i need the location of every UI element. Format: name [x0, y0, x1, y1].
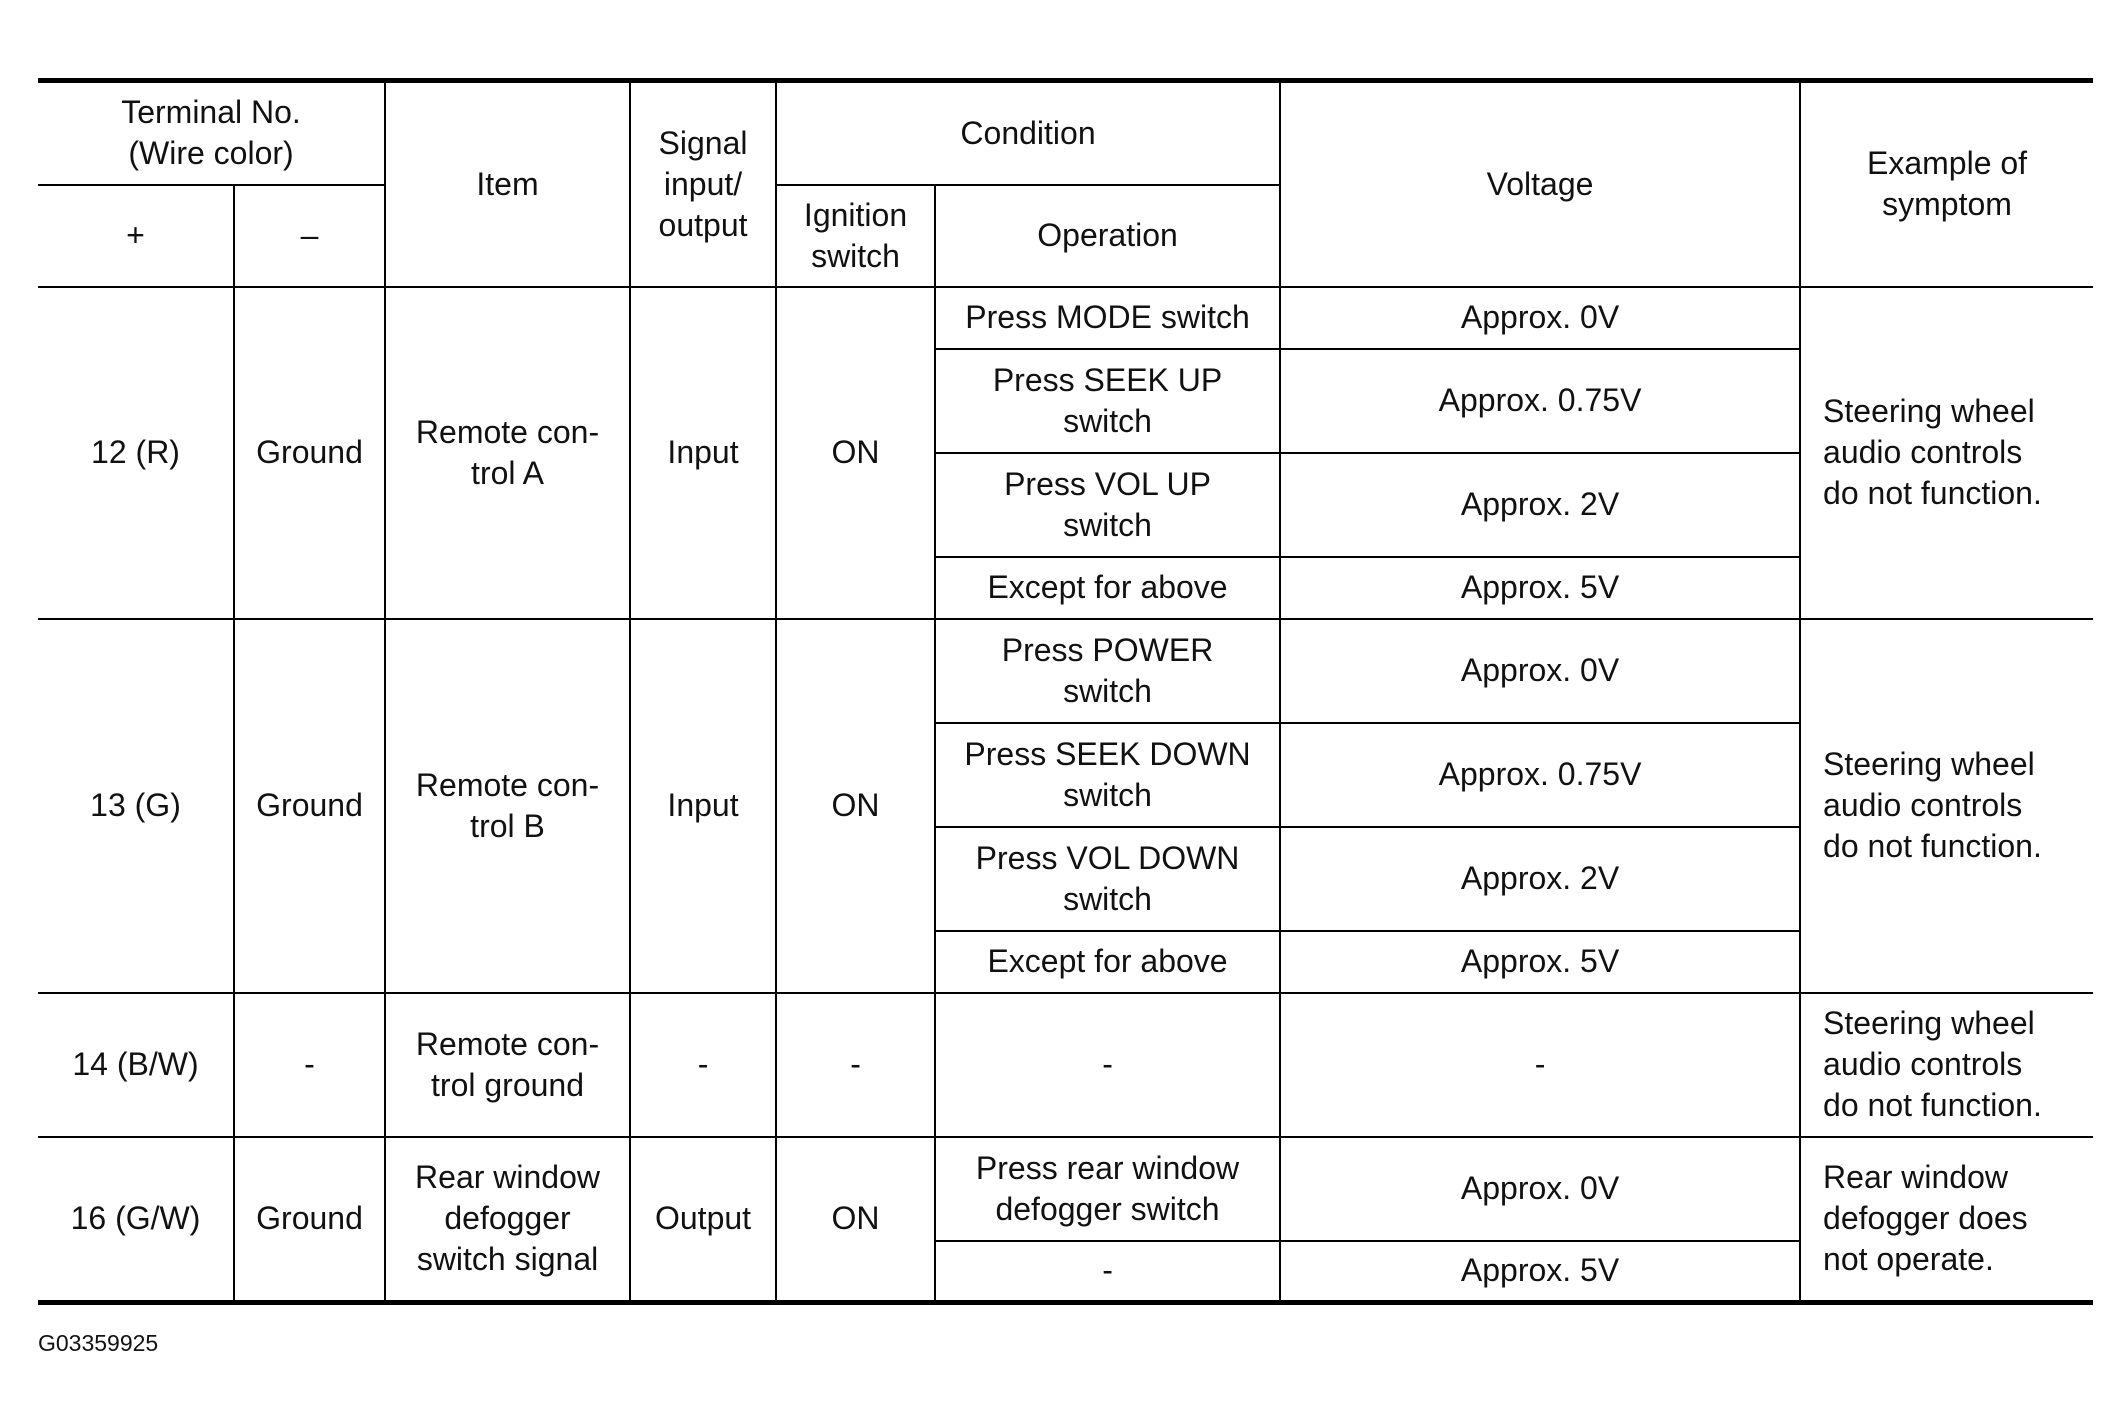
symptom-cell: Steering wheel audio controls do not function. [1800, 619, 2093, 993]
condition-header: Condition [776, 81, 1280, 185]
ground-cell: Ground [234, 287, 385, 619]
symptom-cell: Steering wheel audio controls do not function. [1800, 287, 2093, 619]
item-cell: Remote con- trol ground [385, 993, 630, 1137]
terminal-signal-table [38, 78, 2093, 1305]
operation-cell: - [935, 993, 1280, 1137]
symptom-cell: Rear window defogger does not operate. [1800, 1137, 2093, 1303]
voltage-cell: Approx. 5V [1280, 557, 1800, 619]
signal-header: Signal input/ output [630, 81, 776, 287]
ground-cell: Ground [234, 1137, 385, 1303]
plus-header: + [38, 185, 234, 287]
table-row [38, 619, 2093, 723]
operation-cell: Press MODE switch [935, 287, 1280, 349]
voltage-cell: Approx. 0V [1280, 1137, 1800, 1241]
voltage-cell: Approx. 0.75V [1280, 723, 1800, 827]
figure-id: G03359925 [38, 1330, 159, 1356]
voltage-cell: Approx. 0V [1280, 287, 1800, 349]
table-row [38, 993, 2093, 1137]
signal-cell: Input [630, 619, 776, 993]
terminal-cell: 14 (B/W) [38, 993, 234, 1137]
operation-cell: Press VOL UP switch [935, 453, 1280, 557]
voltage-cell: Approx. 2V [1280, 827, 1800, 931]
ignition-cell: ON [776, 287, 935, 619]
item-cell: Rear window defogger switch signal [385, 1137, 630, 1303]
item-header: Item [385, 81, 630, 287]
signal-cell: - [630, 993, 776, 1137]
signal-cell: Input [630, 287, 776, 619]
minus-header: – [234, 185, 385, 287]
ignition-switch-header: Ignition switch [776, 185, 935, 287]
table-row [38, 287, 2093, 349]
terminal-cell: 12 (R) [38, 287, 234, 619]
operation-cell: Press VOL DOWN switch [935, 827, 1280, 931]
symptom-header: Example of symptom [1800, 81, 2093, 287]
voltage-cell: Approx. 2V [1280, 453, 1800, 557]
operation-cell: - [935, 1241, 1280, 1303]
operation-cell: Press SEEK UP switch [935, 349, 1280, 453]
operation-cell: Press rear window defogger switch [935, 1137, 1280, 1241]
voltage-cell: - [1280, 993, 1800, 1137]
ground-cell: - [234, 993, 385, 1137]
operation-cell: Except for above [935, 931, 1280, 993]
signal-cell: Output [630, 1137, 776, 1303]
terminal-cell: 16 (G/W) [38, 1137, 234, 1303]
item-cell: Remote con- trol B [385, 619, 630, 993]
operation-header: Operation [935, 185, 1280, 287]
table-row [38, 1137, 2093, 1241]
symptom-cell: Steering wheel audio controls do not function. [1800, 993, 2093, 1137]
operation-cell: Press SEEK DOWN switch [935, 723, 1280, 827]
ignition-cell: - [776, 993, 935, 1137]
operation-cell: Press POWER switch [935, 619, 1280, 723]
voltage-cell: Approx. 5V [1280, 1241, 1800, 1303]
terminal-no-header: Terminal No. (Wire color) [38, 81, 385, 185]
ignition-cell: ON [776, 1137, 935, 1303]
ignition-cell: ON [776, 619, 935, 993]
item-cell: Remote con- trol A [385, 287, 630, 619]
ground-cell: Ground [234, 619, 385, 993]
voltage-cell: Approx. 5V [1280, 931, 1800, 993]
operation-cell: Except for above [935, 557, 1280, 619]
voltage-cell: Approx. 0.75V [1280, 349, 1800, 453]
terminal-cell: 13 (G) [38, 619, 234, 993]
voltage-cell: Approx. 0V [1280, 619, 1800, 723]
voltage-header: Voltage [1280, 81, 1800, 287]
